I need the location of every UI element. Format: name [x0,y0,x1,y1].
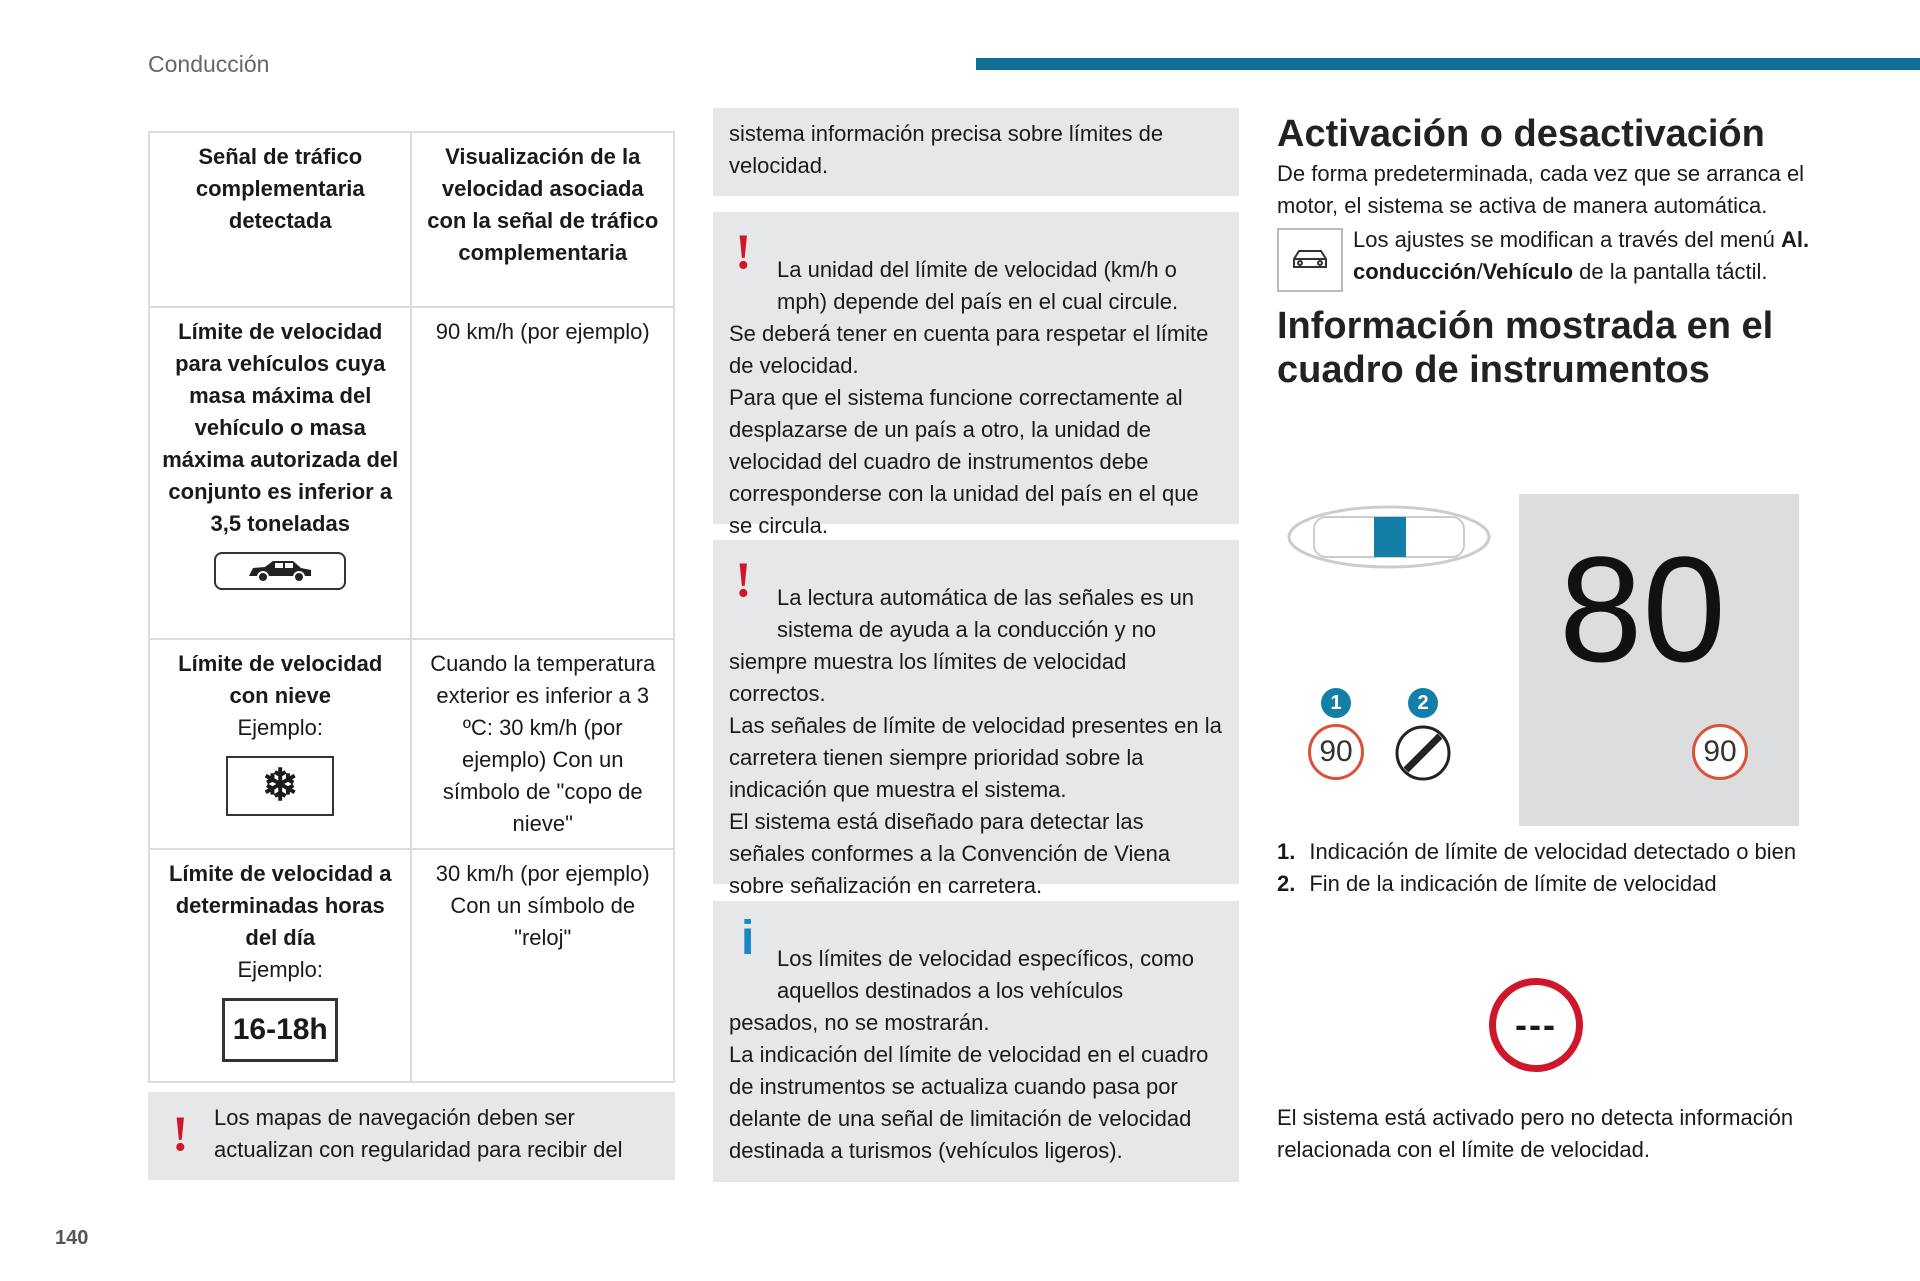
paragraph: De forma predeterminada, cada vez que se arranca el motor, el sistema se activa de manera automática. [1277,161,1805,218]
section-title: Conducción [148,51,270,77]
sign-text: Límite de velocidad con nieve [178,651,383,708]
table-header: Señal de tráfico complementaria detectada [149,132,411,307]
no-limit-info-sign: --- [1489,978,1583,1072]
legend-list [1277,836,1837,900]
info-text: pesados, no se mostrarán. La indicación del límite de velocidad en el cuadro de instrumentos se actualiza cuando pasa por delante de una señal de limitación de velocidad destinada a turismos (vehículos ligeros). [729,1010,1209,1163]
info-text: Los límites de velocidad específicos, como aquellos destinados a los vehículos [777,946,1194,1003]
list-item: 1. Indicación de límite de velocidad detectado o bien [1277,839,1797,864]
info-box [713,901,1239,1182]
snowflake-icon: ❄ [226,756,334,816]
table-row [149,849,674,1082]
callout-1: 1 [1321,688,1351,718]
warning-text: siempre muestra los límites de velocidad correctos. Las señales de límite de velocidad presentes en la carretera tienen siempre prioridad sobre la indicación que muestra el sistema. El sistema está diseñado para detectar las señales conformes a la Convención de Viena sobre señalización en carretera. [729,649,1222,898]
table-row [149,639,674,849]
speed-value: 80 [1559,525,1726,693]
vehicle-menu-icon [1277,228,1343,292]
heading-activation: Activación o desactivación [1277,113,1765,155]
warning-icon: ! [172,1105,189,1161]
paragraph: El sistema está activado pero no detecta información relacionada con el límite de velocidad. [1277,1105,1794,1162]
example-label: Ejemplo: [237,715,324,740]
heading-cluster-info: Información mostrada en el cuadro de instrumentos [1277,305,1774,391]
list-item: 2. Fin de la indicación de límite de velocidad [1277,871,1717,896]
end-of-limit-sign-icon [1394,724,1452,782]
sign-text: Límite de velocidad para vehículos cuya masa máxima del vehículo o masa máxima autorizada del conjunto es inferior a 3,5 toneladas [162,319,399,536]
speed-limit-sign: 90 [1692,724,1748,780]
instrument-cluster-figure [1284,494,1804,826]
page-number: 140 [55,1227,89,1249]
callout-2: 2 [1408,688,1438,718]
warning-icon: ! [735,223,752,279]
info-icon: i [741,912,755,965]
warning-icon: ! [735,551,752,607]
traffic-sign-table [148,131,675,1083]
time-sign-icon: 16-18h [222,998,338,1062]
warning-box [148,1092,675,1180]
sign-text: Límite de velocidad a determinadas horas del día [168,861,392,950]
car-icon [214,552,346,590]
speed-limit-sign: 90 [1308,724,1364,780]
note-box: sistema información precisa sobre límites de velocidad. [713,108,1239,196]
instrument-panel-icon [1284,499,1494,579]
header-accent-bar [976,58,1920,70]
display-text: Cuando la temperatura exterior es inferior a 3 ºC: 30 km/h (por ejemplo) Con un símbolo de "copo de nieve" [411,639,674,849]
display-text: 30 km/h (por ejemplo) Con un símbolo de "reloj" [411,849,674,1082]
table-row [149,307,674,639]
table-header: Visualización de la velocidad asociada con la señal de tráfico complementaria [411,132,674,307]
warning-text: La unidad del límite de velocidad (km/h o mph) depende del país en el cual circule. [777,257,1179,314]
display-text: 90 km/h (por ejemplo) [411,307,674,639]
cluster-display [1519,494,1799,826]
warning-text: Los mapas de navegación deben ser actualizan con regularidad para recibir del [214,1105,623,1162]
paragraph: Los ajustes se modifican a través del menú Al. conducción/Vehículo de la pantalla táctil. [1353,227,1810,284]
warning-text: La lectura automática de las señales es un sistema de ayuda a la conducción y no [777,585,1195,642]
example-label: Ejemplo: [237,957,324,982]
warning-box [713,540,1239,898]
warning-box [713,212,1239,538]
warning-text: Se deberá tener en cuenta para respetar el límite de velocidad. Para que el sistema funcione correctamente al desplazarse de un país a otro, la unidad de velocidad del cuadro de instrumentos debe corresponderse con la unidad del país en el que se circula. [729,321,1209,538]
